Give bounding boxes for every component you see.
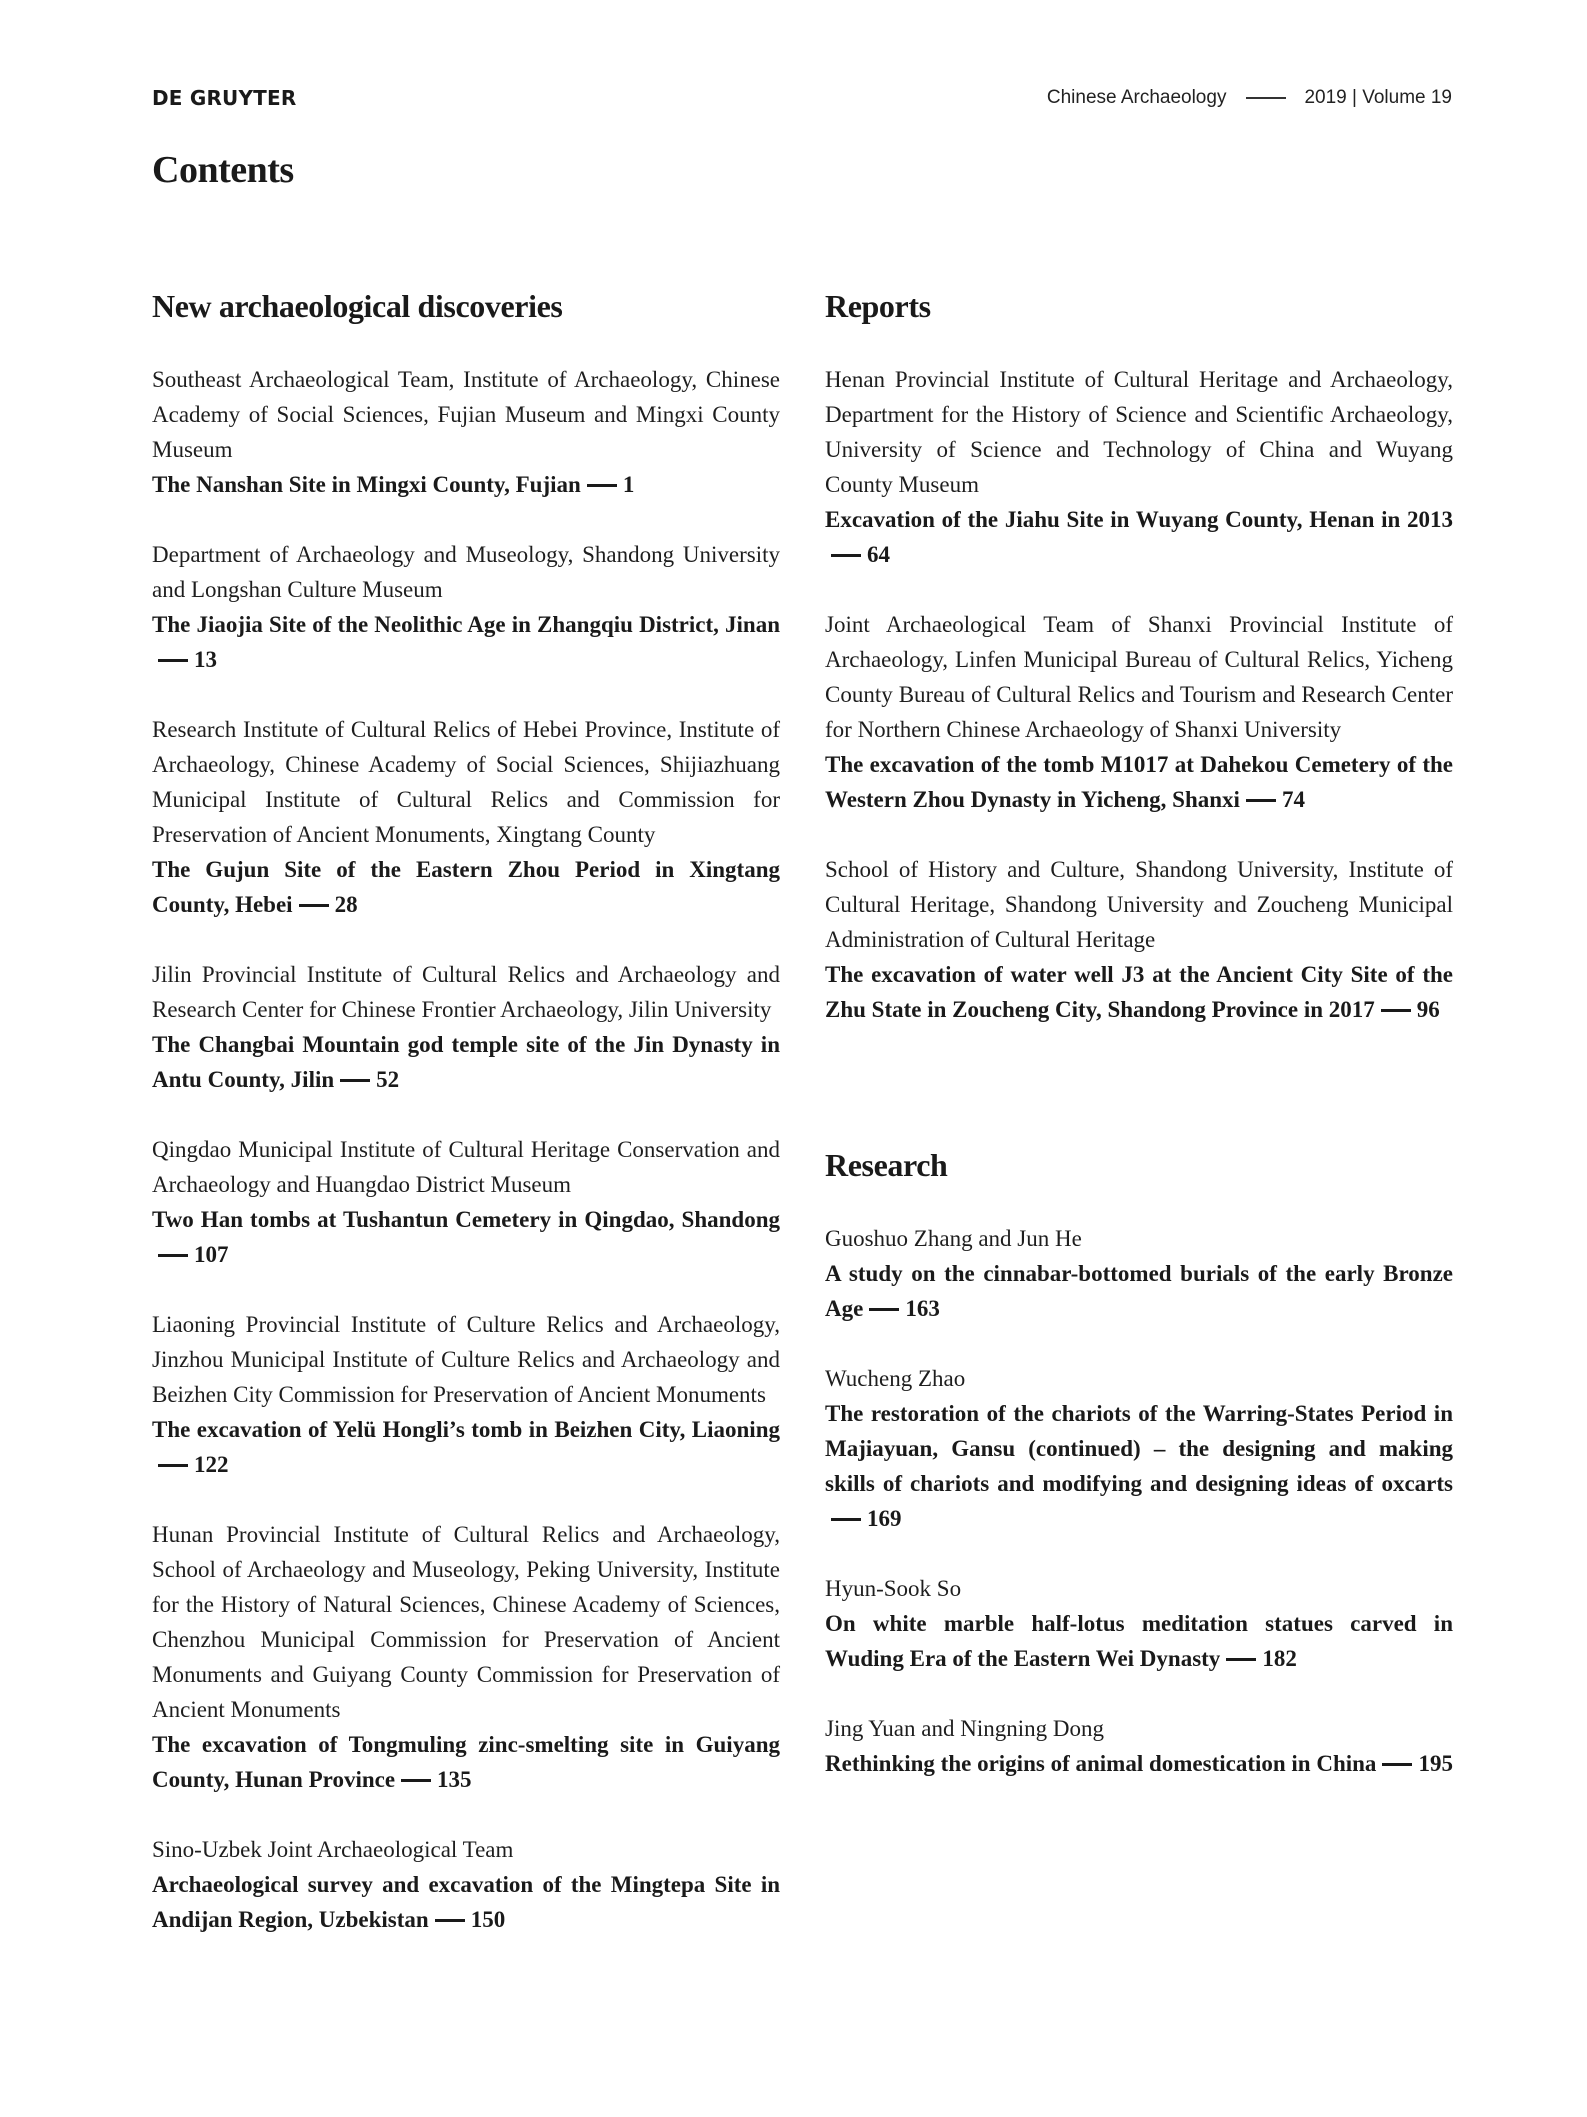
entry-title[interactable]: Rethinking the origins of animal domestication in China	[825, 1751, 1377, 1776]
entry-title[interactable]: Excavation of the Jiahu Site in Wuyang County, Henan in 2013	[825, 507, 1453, 532]
entry-page-number[interactable]: 182	[1262, 1646, 1297, 1671]
entry-page-number[interactable]: 107	[194, 1242, 229, 1267]
toc-entry[interactable]	[152, 712, 780, 922]
entry-title[interactable]: The excavation of water well J3 at the Ancient City Site of the Zhu State in Zoucheng City, Shandong Province in 2017	[825, 962, 1453, 1022]
entry-title[interactable]: The excavation of the tomb M1017 at Dahekou Cemetery of the Western Zhou Dynasty in Yicheng, Shanxi	[825, 752, 1453, 812]
journal-name: Chinese Archaeology	[1046, 87, 1227, 108]
entry-title-line	[152, 1867, 780, 1937]
toc-list-new-discoveries	[152, 362, 780, 1937]
entry-title[interactable]: The Jiaojia Site of the Neolithic Age in Zhangqiu District, Jinan	[152, 612, 780, 637]
toc-entry[interactable]	[152, 1307, 780, 1482]
toc-entry[interactable]	[825, 607, 1453, 817]
entry-title-line	[152, 1412, 780, 1482]
entry-authors: Department of Archaeology and Museology, Shandong University and Longshan Culture Museum	[152, 542, 780, 602]
page-dash	[340, 1079, 370, 1082]
page-dash	[869, 1308, 899, 1311]
page-dash	[1226, 1658, 1256, 1661]
entry-title-line	[152, 1027, 780, 1097]
section-heading-reports: Reports	[825, 288, 931, 324]
entry-authors: Liaoning Provincial Institute of Culture Relics and Archaeology, Jinzhou Municipal Institute of Culture Relics and Archaeology and Beizhen City Commission for Preservation of Ancient Monuments	[152, 1312, 780, 1407]
entry-title[interactable]: The excavation of Yelü Hongli’s tomb in Beizhen City, Liaoning	[152, 1417, 780, 1442]
entry-authors: Jilin Provincial Institute of Cultural Relics and Archaeology and Research Center for Chinese Frontier Archaeology, Jilin University	[152, 962, 780, 1022]
toc-entry[interactable]	[152, 1832, 780, 1937]
toc-entry[interactable]	[825, 362, 1453, 572]
entry-authors: Research Institute of Cultural Relics of Hebei Province, Institute of Archaeology, Chinese Academy of Social Sciences, Shijiazhuang Municipal Institute of Cultural Relics and Commission for Preservation of Ancient Monuments, Xingtang County	[152, 717, 780, 847]
toc-entry[interactable]	[152, 362, 780, 502]
entry-page-number[interactable]: 52	[376, 1067, 400, 1092]
toc-entry[interactable]	[825, 1361, 1453, 1536]
page-dash	[1246, 799, 1276, 802]
section-heading-research: Research	[825, 1147, 948, 1183]
page-dash	[831, 1518, 861, 1521]
entry-title-line	[152, 467, 780, 502]
entry-title[interactable]: Two Han tombs at Tushantun Cemetery in Qingdao, Shandong	[152, 1207, 780, 1232]
entry-title[interactable]: The Gujun Site of the Eastern Zhou Period in Xingtang County, Hebei	[152, 857, 780, 917]
page-dash	[831, 554, 861, 557]
right-column	[825, 286, 1453, 1816]
toc-entry[interactable]	[825, 852, 1453, 1027]
entry-page-number[interactable]: 1	[622, 472, 635, 497]
entry-title[interactable]: The Changbai Mountain god temple site of the Jin Dynasty in Antu County, Jilin	[152, 1032, 780, 1092]
entry-authors: Henan Provincial Institute of Cultural Heritage and Archaeology, Department for the History of Science and Scientific Archaeology, University of Science and Technology of China and Wuyang County Museum	[825, 367, 1453, 497]
journal-info	[1047, 87, 1452, 109]
entry-page-number[interactable]: 163	[905, 1296, 940, 1321]
entry-title-line	[825, 957, 1453, 1027]
toc-entry[interactable]	[825, 1221, 1453, 1326]
entry-title-line	[825, 747, 1453, 817]
page-dash	[401, 1779, 431, 1782]
entry-authors: Qingdao Municipal Institute of Cultural Heritage Conservation and Archaeology and Huangdao District Museum	[152, 1137, 780, 1197]
left-column	[152, 286, 780, 1972]
toc-list-reports	[825, 362, 1453, 1027]
entry-title-line	[152, 1202, 780, 1272]
entry-title[interactable]: The excavation of Tongmuling zinc-smelting site in Guiyang County, Hunan Province	[152, 1732, 780, 1792]
page-dash	[158, 659, 188, 662]
entry-page-number[interactable]: 195	[1418, 1751, 1453, 1776]
entry-title-line	[825, 1746, 1453, 1781]
entry-authors: Hyun-Sook So	[825, 1576, 962, 1601]
toc-entry[interactable]	[152, 537, 780, 677]
toc-entry[interactable]	[825, 1571, 1453, 1676]
entry-title[interactable]: The restoration of the chariots of the Warring-States Period in Majiayuan, Gansu (continued) – the designing and making skills of chariots and modifying and designing ideas of oxcarts	[825, 1401, 1453, 1496]
entry-page-number[interactable]: 150	[470, 1907, 506, 1932]
page-dash	[299, 904, 329, 907]
entry-title[interactable]: The Nanshan Site in Mingxi County, Fujian	[152, 472, 581, 497]
page-title: Contents	[152, 149, 294, 191]
research-block	[825, 1145, 1453, 1781]
entry-authors: Hunan Provincial Institute of Cultural Relics and Archaeology, School of Archaeology and Museology, Peking University, Institute for the History of Natural Sciences, Chinese Academy of Sciences, Chenzhou Municipal Commission for Preservation of Ancient Monuments and Guiyang County Commission for Preservation of Ancient Monuments	[152, 1522, 780, 1722]
page-dash	[1381, 1009, 1411, 1012]
page-dash	[158, 1254, 188, 1257]
entry-title[interactable]: A study on the cinnabar-bottomed burials of the early Bronze Age	[825, 1261, 1453, 1321]
header-separator	[1246, 97, 1286, 99]
page-dash	[587, 484, 617, 487]
toc-entry[interactable]	[152, 1517, 780, 1797]
entry-authors: School of History and Culture, Shandong University, Institute of Cultural Heritage, Shandong University and Zoucheng Municipal Administration of Cultural Heritage	[825, 857, 1453, 952]
toc-list-research	[825, 1221, 1453, 1781]
page-dash	[435, 1919, 465, 1922]
toc-entry[interactable]	[152, 957, 780, 1097]
journal-issue: 2019 | Volume 19	[1304, 87, 1452, 108]
entry-title-line	[825, 1256, 1453, 1326]
section-heading-new-discoveries: New archaeological discoveries	[152, 288, 563, 324]
entry-title-line	[825, 1606, 1453, 1676]
toc-entry[interactable]	[152, 1132, 780, 1272]
entry-authors: Guoshuo Zhang and Jun He	[825, 1226, 1082, 1251]
page-dash	[158, 1464, 188, 1467]
entry-title-line	[152, 1727, 780, 1797]
entry-page-number[interactable]: 135	[437, 1767, 472, 1792]
entry-title-line	[825, 502, 1453, 572]
entry-title-line	[152, 607, 780, 677]
entry-authors: Joint Archaeological Team of Shanxi Provincial Institute of Archaeology, Linfen Municipal Bureau of Cultural Relics, Yicheng County Bureau of Cultural Relics and Tourism and Research Center for Northern Chinese Archaeology of Shanxi University	[825, 612, 1453, 742]
entry-title-line	[825, 1396, 1453, 1536]
entry-page-number[interactable]: 169	[867, 1506, 902, 1531]
entry-page-number[interactable]: 13	[194, 647, 217, 672]
page-header	[152, 86, 1452, 116]
page-dash	[1382, 1763, 1412, 1766]
entry-authors: Wucheng Zhao	[825, 1366, 966, 1391]
toc-entry[interactable]	[825, 1711, 1453, 1781]
entry-authors: Sino-Uzbek Joint Archaeological Team	[152, 1837, 514, 1862]
entry-page-number[interactable]: 64	[867, 542, 890, 567]
entry-page-number[interactable]: 122	[194, 1452, 229, 1477]
entry-title-line	[152, 852, 780, 922]
publisher-logo: DE GRUYTER	[152, 86, 297, 110]
entry-authors: Jing Yuan and Ningning Dong	[825, 1716, 1104, 1741]
entry-page-number[interactable]: 28	[334, 892, 358, 917]
entry-title[interactable]: Archaeological survey and excavation of the Mingtepa Site in Andijan Region, Uzbekistan	[152, 1872, 780, 1932]
entry-authors: Southeast Archaeological Team, Institute of Archaeology, Chinese Academy of Social Sciences, Fujian Museum and Mingxi County Museum	[152, 367, 780, 462]
entry-title[interactable]: On white marble half-lotus meditation statues carved in Wuding Era of the Eastern Wei Dynasty	[825, 1611, 1453, 1671]
entry-page-number[interactable]: 74	[1281, 787, 1305, 812]
entry-page-number[interactable]: 96	[1416, 997, 1440, 1022]
